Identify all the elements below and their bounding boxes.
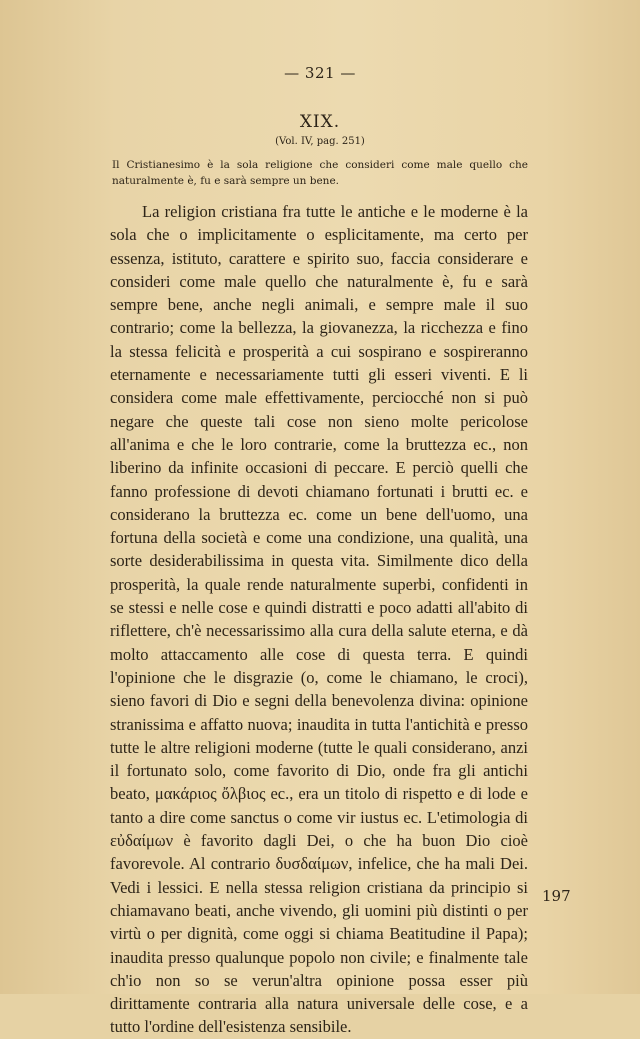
section-summary: Il Cristianesimo è la sola religione che consideri come male quello che naturalmente è, fu e sarà sempre un bene. (112, 159, 528, 187)
volume-reference: (Vol. IV, pag. 251) (275, 136, 365, 147)
section-number: XIX. (299, 112, 341, 132)
main-paragraph: La religion cristiana fra tutte le antiche e le moderne è la sola che o implicitamente o esplicitamente, ma certo per essenza, istituto, carattere e spirito suo, faccia considerare e consideri come male quello che naturalmente è, fu e sarà sempre bene, anche negli animali, e sempre male il suo contrario; come la bellezza, la giovanezza, la ricchezza e fino la stessa felicità e prosperità a cui sospirano e sospireranno eternamente e necessariamente tutti gli esseri viventi. E li considera come male effettivamente, perciocché non si può negare che queste tali cose non sieno molte pericolose all'anima e che le loro contrarie, come la bruttezza ec., non liberino da infinite occasioni di peccare. E perciò quelli che fanno professione di devoti chiamano fortunati i brutti ec. e considerano la bruttezza ec. come un bene dell'uomo, una fortuna della società e come una condizione, una qualità, una sorte desiderabilissima in questa vita. Similmente dico della prosperità, la quale rende naturalmente superbi, confidenti in se stessi e nelle cose e quindi distratti e poco adatti all'abito di riflettere, ch'è necessarissimo alla cura della salute eterna, e dà molto attaccamento alle cose di questa terra. E quindi l'opinione che le disgrazie (o, come le chiamano, le croci), sieno favori di Dio e segni della benevolenza divina: opinione stranissima e affatto nuova; inaudita in tutta l'antichità e presso tutte le altre religioni moderne (tutte le quali considerano, anzi il fortunato solo, come favorito di Dio, onde fra gli antichi beato, μακάριος ὄλβιος ec., era un titolo di rispetto e di lode e tanto a dire come sanctus o come vir iustus ec. L'etimologia di εὐδαίμων è favorito dagli Dei, o che ha buon Dio cioè favorevole. Al contrario δυσδαίμων, infelice, che ha mali Dei. Vedi i lessici. E nella stessa religion cristiana da principio si chiamavano beati, anche vivendo, gli uomini più distinti o per virtù o per dignità, come oggi si chiama Beatitudine il Papa); inaudita presso qualunque popolo non civile; e finalmente tale ch'io non so se verun'altra opinione possa esser più dirittamente contraria alla natura universale delle cose, e a tutto l'ordine dell'esistenza sensibile. (110, 202, 528, 1037)
page-number: 197 (542, 887, 571, 905)
page-folio: — 321 — (284, 64, 356, 82)
